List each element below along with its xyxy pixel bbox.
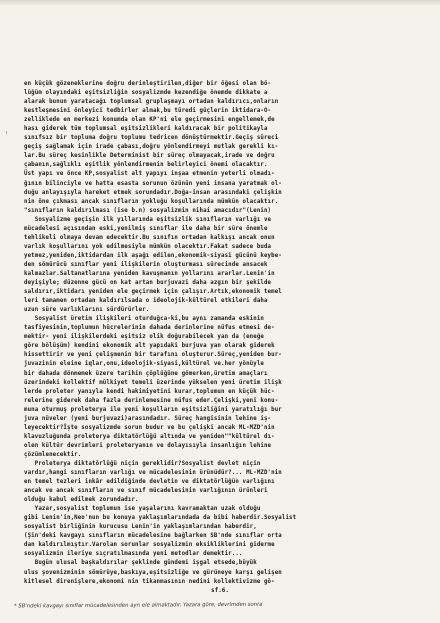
- text-line: Üst yapı ve önce KP,sosyalist alt yapıyı inşaa etmenin yeterli olmadı-: [24, 171, 275, 178]
- text-line: olen kültür devrimleri proleteryanın ve dolayısıyla insanlığın lehine: [24, 442, 272, 449]
- text-line: leri tamamen ortadan kaldırılsada o ideolojik-kültürel etkileri daha: [24, 298, 268, 305]
- body-text: [24, 80, 428, 585]
- text-line: zelliklede en merkezi konumda olan KP'ni ele geçirmesini engellemek,de: [24, 117, 275, 124]
- text-line: leyecektir?İşte sosyalizmde sorun budur ve bu çelişki ancak ML-MZD'nin: [24, 424, 275, 431]
- text-line: göre bölüşüm) kendini ekonomik alt yapıdaki burjuva yan olarak giderek: [24, 343, 275, 350]
- text-line: Proleterya diktatörlüğü niçin gereklidir?Sosyalist devlet niçin: [24, 460, 261, 467]
- text-line: alarak bunun yaratacağı toplumsal gruplaşmayı ortadan kaldırıcı,onların: [24, 99, 279, 106]
- text-line: nin öne çıkması ancak sınıfların yokluğu koşullarında mümkün olacaktır.: [24, 198, 279, 205]
- text-line: klavuzluğunda proleterya diktatörlüğü altında ve yeniden""kültürel dı-: [24, 433, 275, 440]
- text-line: tehlikeli olmaya devam edecektir.Bu sınıfın ortadan kalkışı ancak onun: [24, 234, 275, 241]
- text-line: kalmazlar.Saltanatlarına yeniden kavuşmanın yollarını ararlar.Lenin'in: [24, 270, 275, 277]
- text-line: en küçük gözeneklerine doğru derinleştirilen,diğer bir öğesi olan bö-: [24, 81, 272, 87]
- text-line: uzun süre varlıklarını sürdürürler.: [24, 307, 150, 314]
- page-edge-shadow: [0, 0, 440, 6]
- text-line: tasfiyesinin,toplumun hücrelerinin dahada derinlerine nüfus etmesi de-: [24, 325, 275, 332]
- text-line: Sosyalist üretim ilişkileri oturduğca-ki,bu aynı zamanda eskinin: [24, 316, 264, 323]
- text-line: sosyalizmin ileriye sıçratılmasında yeni metodlar demektir...: [24, 551, 243, 558]
- text-line: varlık koşullarını yok edilmesiyle mümkün olacektır.Fakat sadece buda: [24, 243, 272, 250]
- text-line: mücadelesi açısından eski,yenilmiş sınıflar ile daha bir süre önemle: [24, 225, 268, 232]
- text-line: dan kaldırılmıştır.Varolan sorunlar sosyalizmin eksikliklerini giderme: [24, 542, 275, 549]
- text-line: çabanın,sağlıklı eşitlik yönlendirmenin belirleyici önemi olacaktır.: [24, 162, 268, 169]
- text-line: Bugün ulusal başkaldırılar şeklinde gündemi işgal etsede,büyük: [24, 560, 257, 567]
- text-line: relerine giderek daha fazla derinlemesine nüfus eder.Çelişki,yeni konu-: [24, 397, 279, 404]
- text-line: çözümlenecektir.: [24, 451, 82, 458]
- text-line: lar.Bu süreç kesinlikle Determinist bir süreç olmayacak,irade ve doğru: [24, 153, 275, 160]
- handwritten-footnote: * SB'ndeki kavgayı sınıflar mücadelesinden ayrı ele almaktadır. Yazara göre, devrimden sonra: [13, 601, 263, 610]
- text-line: olduğu kabul edilmek zorundadır.: [24, 497, 139, 504]
- text-line: (Şin'deki kavgayı sınıfların mücadelesine bağlarken SB'nde sınıflar orta: [24, 533, 282, 540]
- text-line: sınıfsız bir topluma doğru toplumu tedricen dönüştürmektir.Geçiş süreci: [24, 135, 279, 142]
- text-line: vardır,hangi sınıfların varlığı ve mücadelesinin ürünüdür?... ML-MZD'nin: [24, 470, 282, 477]
- text-line: ulus şovenizminin sömürüye,baskıya,eşitsizliğe ve gürüneye karşı gelişen: [24, 569, 282, 576]
- text-line: sosyalist birliğinin kurucusu Lenin'in yaklaşımlarından haberdir,: [24, 524, 257, 531]
- text-line: yetmez,yeniden,iktidardan ilk aşağı edilen,ekonomik-siyasi gücünü keybe-: [24, 252, 282, 259]
- text-line: den sömürücü sınıflar yeni ilişkilerin oluşturması sürecinde ansacek: [24, 261, 268, 268]
- text-line: üzerindeki kollektif mülkiyet temeli üzerinde yükselen yeni üretim ilişk: [24, 379, 282, 386]
- text-line: juvazinin eleine iqlar,onu,ideolojik-siyasi,kültürel ve.her yönüyle: [24, 361, 264, 368]
- text-line: ğının bilinciyle ve hatta esasta sorunun özünün yeni insana yaratmak ol-: [24, 180, 282, 187]
- text-line: hası giderek tüm toplumsal eşitsizlikleri kaldıracak bir politikayla: [24, 126, 268, 133]
- text-line: en temel tezleri inkâr edildiğinde devletin ve diktatörlüğün varlığını: [24, 479, 275, 486]
- page-number: sf.6.: [210, 587, 230, 594]
- margin-mark: ı: [6, 130, 8, 136]
- text-line: "sınıfların kaldırılması (ise b.n) sosyalizmin nihai amacıdır"(Lenin): [24, 207, 272, 214]
- text-line: kitlesel direnişlere,ekonomi nin tikanmasının nedini kollektivizme gö-: [24, 578, 275, 585]
- text-line: lerde proleter yanıyla kendi hakimiyetini kurar,toplumun en küçük hüc-: [24, 388, 275, 395]
- text-line: lüğüm olayındaki eşitsizliğin sosyalizmde kezendiğe önemde dikkate a: [24, 90, 268, 97]
- text-line: juva nüveler (yeni burjuvazi)arasındadır. Süreç hangisinin lehine iş-: [24, 415, 272, 422]
- text-line: mektir- yeni ilişkilerdeki eşitsiz olik doğurabilecek yan da (eneğe: [24, 334, 264, 341]
- text-line: muna oturmuş proleterya ile yeni koşulların eşitsizliğini yaratılığı bur: [24, 406, 282, 413]
- text-line: Yazar,sosyalist toplumun ise yaşalarını kavramaktan uzak olduğu: [24, 506, 261, 513]
- text-line: kestleşmesini önleyici tedbirler almak,bu türedi güçlerin iktidara-O-: [24, 108, 272, 115]
- text-line: ancak ve ancak sınıfların ve sınıf mücadelesinin varlığının ürünleri: [24, 488, 268, 495]
- text-line: gibi Lenin'in,Neo'nun bu konuya yaklaşımlarındada da bibi haberdir.Sosyalist: [24, 515, 297, 522]
- text-line: bir dahada dönmemek üzere tarihin çöplüğüne gömerken,üretim amaçları: [24, 370, 268, 377]
- text-line: Sosyalizme geçişin ilk yıllarında eşitsizlik sınıfların varlığı ve: [24, 216, 272, 223]
- text-line: hissettirir ve yeni çelişmenin bir tarafını oluşturur.Süreç,yeniden bur-: [24, 352, 282, 359]
- text-line: saldırır,iktidarı yeniden ele geçirmek için çalışır.Artık,ekonomik temel: [24, 289, 282, 296]
- text-line: geçiş sağlamak için irade çabası,doğru yönlendirmeyi mutlak gerekli kı-: [24, 144, 279, 151]
- text-line: duğu anlayışıyla hareket etmek sorundadır.Doğa-insan arasındaki çelişkin: [24, 189, 282, 196]
- text-line: deyişiyle; düzenne gücü on kat artan burjuvazi daha azgın bir şekilde: [24, 280, 272, 287]
